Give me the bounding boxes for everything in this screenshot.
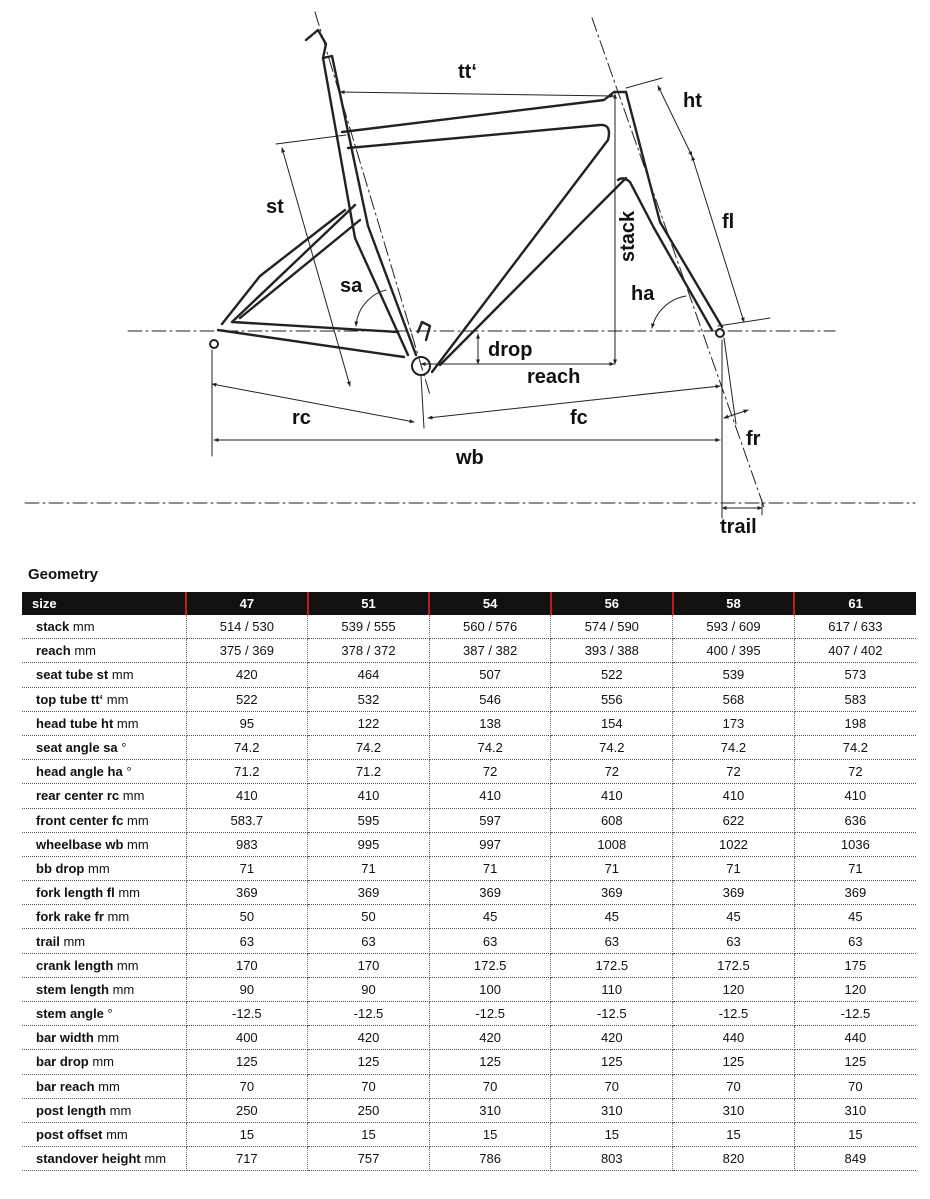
- table-cell: 514 / 530: [186, 615, 308, 639]
- table-cell: 560 / 576: [429, 615, 551, 639]
- fork-dropout: [716, 329, 724, 337]
- table-cell: 50: [186, 905, 308, 929]
- row-label-unit: mm: [103, 691, 129, 707]
- row-label-name: reach: [36, 643, 71, 659]
- row-label: [22, 977, 186, 1001]
- table-row: [22, 1026, 916, 1050]
- table-cell: 636: [794, 808, 916, 832]
- table-cell: 45: [551, 905, 673, 929]
- row-label-unit: mm: [119, 788, 145, 804]
- table-cell: 420: [186, 663, 308, 687]
- row-label-name: post length: [36, 1102, 107, 1118]
- table-row: [22, 711, 916, 735]
- table-cell: 172.5: [429, 953, 551, 977]
- table-cell: 71: [186, 856, 308, 880]
- table-cell: 125: [551, 1050, 673, 1074]
- row-label-unit: mm: [108, 981, 135, 997]
- row-label: [22, 760, 186, 784]
- ha-arc: [652, 296, 686, 328]
- row-label-name: front center fc: [36, 812, 124, 828]
- table-cell: 72: [673, 760, 795, 784]
- label-trail: trail: [720, 516, 757, 538]
- table-row: [22, 1074, 916, 1098]
- row-label: [22, 881, 186, 905]
- table-header-row: [22, 592, 916, 615]
- table-row: [22, 1122, 916, 1146]
- table-cell: 420: [551, 1026, 673, 1050]
- label-wb: wb: [456, 447, 484, 469]
- row-label-name: bar drop: [36, 1054, 89, 1070]
- table-row: [22, 1050, 916, 1074]
- table-cell: 400: [186, 1026, 308, 1050]
- table-cell: 369: [551, 881, 673, 905]
- row-label-name: seat tube st: [36, 667, 109, 683]
- table-row: [22, 687, 916, 711]
- row-label: [22, 1002, 186, 1026]
- table-cell: 110: [551, 977, 673, 1001]
- row-label: [22, 784, 186, 808]
- table-cell: 995: [308, 832, 430, 856]
- row-label-name: head tube ht: [36, 715, 114, 731]
- table-cell: 250: [308, 1098, 430, 1122]
- row-label-unit: mm: [84, 860, 110, 876]
- row-label: [22, 1147, 186, 1171]
- row-label-unit: mm: [69, 619, 95, 635]
- row-label-unit: mm: [102, 1127, 128, 1143]
- header-size: 54: [429, 592, 551, 615]
- table-cell: 45: [794, 905, 916, 929]
- table-cell: 100: [429, 977, 551, 1001]
- row-label-name: seat angle sa: [36, 740, 118, 756]
- header-size: 58: [673, 592, 795, 615]
- table-cell: 522: [186, 687, 308, 711]
- table-cell: 70: [308, 1074, 430, 1098]
- table-cell: 71.2: [186, 760, 308, 784]
- table-cell: 63: [794, 929, 916, 953]
- table-cell: 15: [186, 1122, 308, 1146]
- table-cell: 15: [308, 1122, 430, 1146]
- fr-dim: [724, 410, 748, 418]
- label-st: st: [266, 196, 284, 218]
- table-cell: 72: [429, 760, 551, 784]
- table-row: [22, 615, 916, 639]
- row-label-name: fork length fl: [36, 885, 115, 901]
- table-cell: 420: [429, 1026, 551, 1050]
- table-cell: 74.2: [429, 735, 551, 759]
- table-cell: 172.5: [551, 953, 673, 977]
- row-label-unit: mm: [123, 836, 149, 852]
- row-label-name: standover height: [36, 1151, 141, 1167]
- header-size: 51: [308, 592, 430, 615]
- table-cell: 74.2: [186, 735, 308, 759]
- table-cell: 198: [794, 711, 916, 735]
- table-cell: 70: [186, 1074, 308, 1098]
- label-rc: rc: [292, 407, 311, 429]
- row-label-unit: mm: [108, 667, 134, 683]
- row-label: [22, 711, 186, 735]
- table-cell: 63: [429, 929, 551, 953]
- table-cell: 15: [794, 1122, 916, 1146]
- table-cell: 410: [186, 784, 308, 808]
- table-cell: 622: [673, 808, 795, 832]
- label-ha: ha: [631, 283, 655, 305]
- row-label: [22, 663, 186, 687]
- row-label-name: fork rake fr: [36, 909, 104, 925]
- table-cell: 574 / 590: [551, 615, 673, 639]
- table-cell: 70: [551, 1074, 673, 1098]
- header-size: 61: [794, 592, 916, 615]
- row-label-unit: mm: [113, 957, 139, 973]
- row-label-unit: mm: [70, 643, 96, 659]
- table-cell: 369: [673, 881, 795, 905]
- table-cell: 45: [673, 905, 795, 929]
- label-sa: sa: [340, 275, 363, 297]
- rear-dropout: [210, 340, 218, 348]
- table-cell: 539: [673, 663, 795, 687]
- table-cell: 15: [429, 1122, 551, 1146]
- table-cell: 170: [308, 953, 430, 977]
- table-cell: 387 / 382: [429, 639, 551, 663]
- table-cell: 410: [551, 784, 673, 808]
- rc-dim: [212, 384, 414, 422]
- table-cell: 786: [429, 1147, 551, 1171]
- table-cell: 420: [308, 1026, 430, 1050]
- table-row: [22, 808, 916, 832]
- row-label-name: wheelbase wb: [36, 836, 124, 852]
- table-cell: 70: [794, 1074, 916, 1098]
- label-fr: fr: [746, 428, 761, 450]
- row-label-unit: mm: [103, 909, 130, 925]
- row-label-name: stem angle: [36, 1006, 104, 1022]
- table-cell: 15: [673, 1122, 795, 1146]
- table-cell: -12.5: [429, 1002, 551, 1026]
- row-label-name: bar reach: [36, 1078, 95, 1094]
- table-cell: -12.5: [673, 1002, 795, 1026]
- row-label-name: bb drop: [36, 860, 85, 876]
- table-cell: 74.2: [551, 735, 673, 759]
- table-cell: 154: [551, 711, 673, 735]
- table-cell: 63: [186, 929, 308, 953]
- row-label-unit: mm: [113, 715, 139, 731]
- table-cell: 410: [794, 784, 916, 808]
- table-cell: 122: [308, 711, 430, 735]
- table-cell: 125: [429, 1050, 551, 1074]
- row-label-name: trail: [36, 933, 60, 949]
- row-label: [22, 808, 186, 832]
- table-cell: 310: [673, 1098, 795, 1122]
- table-cell: 95: [186, 711, 308, 735]
- row-label-name: stem length: [36, 981, 109, 997]
- geometry-table: [22, 592, 916, 1171]
- table-cell: 597: [429, 808, 551, 832]
- table-cell: -12.5: [551, 1002, 673, 1026]
- table-row: [22, 977, 916, 1001]
- row-label: [22, 639, 186, 663]
- table-cell: 440: [673, 1026, 795, 1050]
- table-cell: 369: [794, 881, 916, 905]
- row-label-name: rear center rc: [36, 788, 120, 804]
- table-cell: 583.7: [186, 808, 308, 832]
- table-cell: 410: [673, 784, 795, 808]
- table-cell: -12.5: [186, 1002, 308, 1026]
- table-cell: 71: [794, 856, 916, 880]
- table-cell: 138: [429, 711, 551, 735]
- row-label-unit: mm: [123, 812, 149, 828]
- row-label-unit: mm: [106, 1102, 132, 1118]
- table-cell: 440: [794, 1026, 916, 1050]
- table-cell: 608: [551, 808, 673, 832]
- table-cell: 71.2: [308, 760, 430, 784]
- table-cell: 71: [429, 856, 551, 880]
- table-row: [22, 1002, 916, 1026]
- table-cell: 74.2: [308, 735, 430, 759]
- table-row: [22, 832, 916, 856]
- label-stack: stack: [617, 210, 639, 262]
- section-title: Geometry: [28, 566, 99, 583]
- table-cell: 50: [308, 905, 430, 929]
- label-drop: drop: [488, 339, 533, 361]
- row-label-name: head angle ha: [36, 764, 123, 780]
- table-body: [22, 615, 916, 1171]
- table-cell: 410: [308, 784, 430, 808]
- table-row: [22, 856, 916, 880]
- table-cell: 556: [551, 687, 673, 711]
- table-cell: 172.5: [673, 953, 795, 977]
- table-cell: 378 / 372: [308, 639, 430, 663]
- table-row: [22, 735, 916, 759]
- table-cell: 820: [673, 1147, 795, 1171]
- row-label-unit: mm: [140, 1151, 167, 1167]
- table-cell: 74.2: [673, 735, 795, 759]
- table-cell: 45: [429, 905, 551, 929]
- row-label: [22, 1074, 186, 1098]
- table-cell: 63: [308, 929, 430, 953]
- table-cell: 71: [308, 856, 430, 880]
- row-label-unit: mm: [94, 1078, 120, 1094]
- table-cell: 717: [186, 1147, 308, 1171]
- table-cell: 400 / 395: [673, 639, 795, 663]
- table-cell: 125: [308, 1050, 430, 1074]
- table-cell: 120: [673, 977, 795, 1001]
- row-label: [22, 1098, 186, 1122]
- table-cell: 369: [186, 881, 308, 905]
- row-label-unit: °: [122, 764, 132, 780]
- row-label: [22, 929, 186, 953]
- table-cell: 71: [673, 856, 795, 880]
- table-cell: 310: [429, 1098, 551, 1122]
- table-cell: 369: [429, 881, 551, 905]
- table-cell: 125: [794, 1050, 916, 1074]
- table-row: [22, 1147, 916, 1171]
- table-row: [22, 1098, 916, 1122]
- table-cell: 593 / 609: [673, 615, 795, 639]
- table-cell: 522: [551, 663, 673, 687]
- table-cell: 1036: [794, 832, 916, 856]
- table-cell: 125: [673, 1050, 795, 1074]
- row-label-unit: mm: [59, 933, 86, 949]
- table-cell: -12.5: [308, 1002, 430, 1026]
- table-cell: 90: [186, 977, 308, 1001]
- header-size: 56: [551, 592, 673, 615]
- row-label: [22, 687, 186, 711]
- row-label: [22, 905, 186, 929]
- table-cell: 997: [429, 832, 551, 856]
- table-cell: 70: [673, 1074, 795, 1098]
- row-label-unit: mm: [93, 1030, 120, 1046]
- fl-dim: [692, 156, 744, 322]
- table-cell: 71: [551, 856, 673, 880]
- table-cell: 410: [429, 784, 551, 808]
- table-cell: 573: [794, 663, 916, 687]
- table-row: [22, 905, 916, 929]
- table-cell: 507: [429, 663, 551, 687]
- table-row: [22, 760, 916, 784]
- row-label-name: top tube tt‘: [36, 691, 104, 707]
- table-cell: 1022: [673, 832, 795, 856]
- row-label-name: stack: [36, 619, 70, 635]
- row-label: [22, 1050, 186, 1074]
- table-cell: 595: [308, 808, 430, 832]
- label-tt: tt‘: [458, 61, 477, 83]
- row-label-unit: mm: [88, 1054, 115, 1070]
- table-cell: 369: [308, 881, 430, 905]
- table-cell: 175: [794, 953, 916, 977]
- table-cell: 532: [308, 687, 430, 711]
- row-label-unit: °: [117, 740, 127, 756]
- row-label-unit: mm: [114, 885, 140, 901]
- table-cell: 63: [551, 929, 673, 953]
- row-label-name: crank length: [36, 957, 114, 973]
- table-cell: 63: [673, 929, 795, 953]
- table-row: [22, 881, 916, 905]
- row-label-name: bar width: [36, 1030, 94, 1046]
- table-cell: 803: [551, 1147, 673, 1171]
- label-reach: reach: [527, 366, 581, 388]
- table-cell: 90: [308, 977, 430, 1001]
- row-label: [22, 953, 186, 977]
- table-cell: 375 / 369: [186, 639, 308, 663]
- tt-dim: [340, 92, 614, 96]
- table-cell: 583: [794, 687, 916, 711]
- header-size-label: size: [22, 592, 186, 615]
- label-ht: ht: [683, 90, 702, 112]
- table-row: [22, 784, 916, 808]
- row-label: [22, 615, 186, 639]
- table-row: [22, 663, 916, 687]
- row-label-name: post offset: [36, 1127, 103, 1143]
- st-dim: [282, 148, 350, 386]
- table-cell: 983: [186, 832, 308, 856]
- table-cell: 74.2: [794, 735, 916, 759]
- table-cell: 173: [673, 711, 795, 735]
- row-label: [22, 735, 186, 759]
- row-label: [22, 1122, 186, 1146]
- frame-geometry-diagram: [0, 0, 930, 545]
- table-cell: 617 / 633: [794, 615, 916, 639]
- row-label: [22, 856, 186, 880]
- table-cell: 546: [429, 687, 551, 711]
- table-cell: 407 / 402: [794, 639, 916, 663]
- table-cell: 15: [551, 1122, 673, 1146]
- row-label: [22, 832, 186, 856]
- table-cell: -12.5: [794, 1002, 916, 1026]
- seat-tube-axis: [315, 12, 430, 395]
- table-cell: 310: [551, 1098, 673, 1122]
- table-cell: 464: [308, 663, 430, 687]
- table-cell: 250: [186, 1098, 308, 1122]
- table-cell: 539 / 555: [308, 615, 430, 639]
- table-cell: 120: [794, 977, 916, 1001]
- table-cell: 72: [794, 760, 916, 784]
- label-fl: fl: [722, 211, 735, 233]
- table-cell: 170: [186, 953, 308, 977]
- row-label-unit: °: [103, 1006, 113, 1022]
- label-fc: fc: [570, 407, 588, 429]
- table-cell: 125: [186, 1050, 308, 1074]
- table-cell: 849: [794, 1147, 916, 1171]
- row-label: [22, 1026, 186, 1050]
- table-row: [22, 639, 916, 663]
- table-cell: 393 / 388: [551, 639, 673, 663]
- table-cell: 1008: [551, 832, 673, 856]
- table-row: [22, 953, 916, 977]
- table-row: [22, 929, 916, 953]
- table-cell: 310: [794, 1098, 916, 1122]
- table-cell: 72: [551, 760, 673, 784]
- header-size: 47: [186, 592, 308, 615]
- table-cell: 70: [429, 1074, 551, 1098]
- table-cell: 568: [673, 687, 795, 711]
- table-cell: 757: [308, 1147, 430, 1171]
